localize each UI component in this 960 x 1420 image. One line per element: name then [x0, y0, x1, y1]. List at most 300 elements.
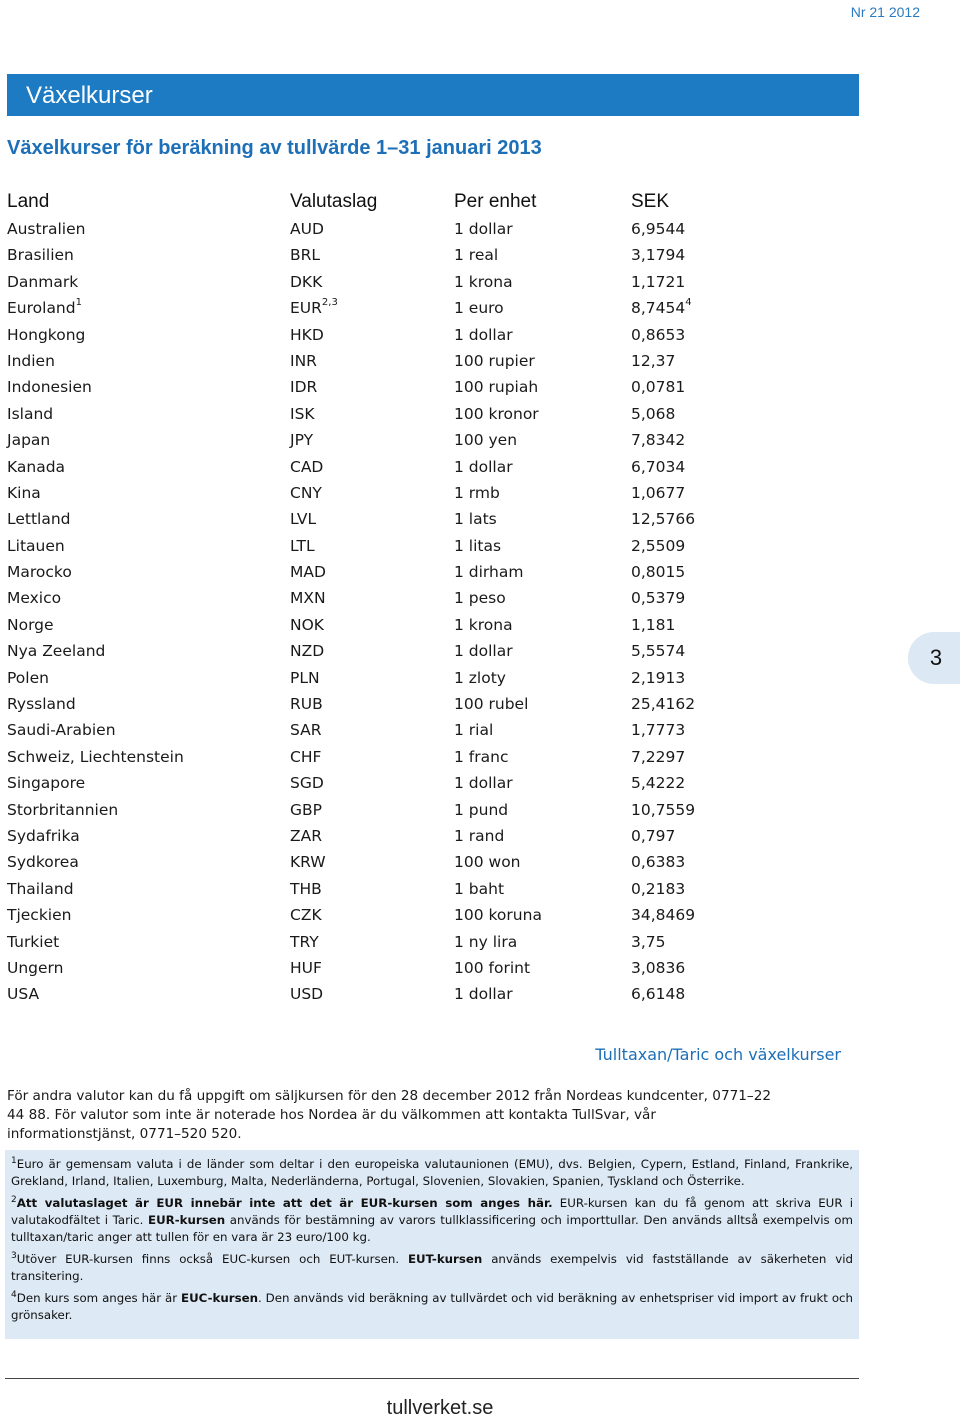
sek-rate-text: 5,5574 [631, 642, 686, 661]
cell-land [7, 510, 71, 528]
currency-code-text: GBP [290, 800, 322, 819]
cell-sek-rate [631, 959, 685, 977]
footnote-text: Den kurs som anges här är [16, 1291, 182, 1305]
cell-land [7, 695, 76, 713]
footnote-text: EUR-kursen [148, 1213, 226, 1227]
cell-currency-code [290, 273, 322, 291]
footnote-text: används exempelvis vid fastställande av säkerheten vid transitering. [11, 1252, 853, 1283]
page-subtitle: Växelkurser för beräkning av tullvärde 1–31 januari 2013 [7, 137, 542, 159]
table-row [7, 374, 707, 400]
table-row [7, 849, 707, 875]
cell-currency-code [290, 589, 326, 607]
cell-currency-code [290, 299, 338, 317]
cell-per-unit [454, 378, 538, 396]
cell-currency-code [290, 906, 322, 924]
footer-site: tullverket.se [386, 1397, 494, 1419]
per-unit-text: 1 dirham [454, 563, 524, 582]
cell-land [7, 246, 74, 264]
cell-land [7, 959, 63, 977]
cell-sek-rate [631, 906, 695, 924]
column-header-sek: SEK [631, 191, 670, 212]
currency-code-text: AUD [290, 220, 324, 238]
cell-per-unit [454, 748, 508, 766]
cell-land [7, 405, 53, 423]
cell-per-unit [454, 431, 517, 449]
per-unit-text: 1 dollar [454, 774, 513, 793]
cell-sek-rate [631, 669, 685, 687]
section-title: Växelkurser [26, 82, 153, 109]
land-text: Lettland [7, 510, 71, 529]
footnote-text: . Den används vid beräkning av tullvärdet och vid beräkning av enhetspriser vid import av frukt och grönsaker. [11, 1291, 853, 1322]
sek-rate-text: 25,4162 [631, 695, 696, 714]
sek-rate-text: 2,5509 [631, 536, 686, 555]
footnote [11, 1251, 853, 1285]
cell-per-unit [454, 985, 513, 1003]
cell-per-unit [454, 220, 513, 238]
footnotes-box [5, 1150, 859, 1339]
footnote-text: Att valutaslaget är EUR innebär inte att det är EUR-kursen som anges här. [16, 1196, 553, 1210]
per-unit-text: 1 krona [454, 615, 513, 634]
table-row [7, 585, 707, 611]
cell-sek-rate [631, 405, 675, 423]
cell-sek-rate [631, 299, 692, 317]
currency-code-text: RUB [290, 695, 323, 714]
cell-currency-code [290, 827, 322, 845]
cell-land [7, 273, 78, 291]
table-row [7, 216, 707, 242]
currency-code-text: NOK [290, 615, 324, 634]
cell-currency-code [290, 669, 320, 687]
land-text: Australien [7, 220, 86, 238]
cell-per-unit [454, 774, 513, 792]
footnote-marker: 4 [685, 297, 692, 309]
land-text: Euroland [7, 299, 76, 318]
land-text: Tjeckien [7, 906, 72, 925]
cell-per-unit [454, 642, 513, 660]
land-text: Indonesien [7, 378, 92, 397]
column-header-valutaslag: Valutaslag [290, 191, 378, 212]
currency-code-text: ZAR [290, 826, 322, 845]
table-row [7, 612, 707, 638]
per-unit-text: 100 forint [454, 958, 531, 977]
sek-rate-text: 3,1794 [631, 246, 686, 265]
sek-rate-text: 3,75 [631, 932, 666, 951]
per-unit-text: 1 peso [454, 589, 506, 608]
sek-rate-text: 1,7773 [631, 721, 686, 740]
land-text: Litauen [7, 536, 65, 555]
cell-land [7, 906, 71, 924]
cell-sek-rate [631, 748, 685, 766]
per-unit-text: 1 ny lira [454, 932, 518, 951]
cell-sek-rate [631, 220, 685, 238]
sek-rate-text: 1,181 [631, 615, 676, 634]
cell-sek-rate [631, 985, 685, 1003]
cell-currency-code [290, 220, 324, 238]
currency-code-text: SAR [290, 721, 322, 740]
currency-code-text: MAD [290, 563, 326, 582]
cell-currency-code [290, 458, 323, 476]
cell-per-unit [454, 616, 513, 634]
land-text: Turkiet [7, 932, 60, 951]
sek-rate-text: 5,4222 [631, 774, 686, 793]
cell-per-unit [454, 669, 506, 687]
per-unit-text: 1 euro [454, 299, 504, 318]
footnote-number: 3 [11, 1251, 17, 1261]
per-unit-text: 100 koruna [454, 906, 542, 925]
cell-land [7, 220, 85, 238]
per-unit-text: 1 krona [454, 272, 513, 291]
page-number: 3 [929, 645, 943, 670]
cell-per-unit [454, 933, 517, 951]
currency-code-text: IDR [290, 378, 318, 397]
cell-per-unit [454, 589, 506, 607]
land-text: USA [7, 985, 40, 1004]
cell-currency-code [290, 431, 313, 449]
cell-per-unit [454, 299, 504, 317]
cell-currency-code [290, 985, 323, 1003]
per-unit-text: 100 kronor [454, 404, 539, 423]
footnote-text: EUC-kursen [181, 1291, 258, 1305]
land-text: Kanada [7, 457, 66, 476]
cell-land [7, 853, 79, 871]
cell-land [7, 484, 41, 502]
land-text: Storbritannien [7, 800, 119, 819]
sek-rate-text: 0,797 [631, 826, 676, 845]
currency-code-text: CHF [290, 747, 322, 766]
currency-code-text: USD [290, 985, 324, 1004]
cell-per-unit [454, 246, 498, 264]
table-row [7, 929, 707, 955]
exchange-rate-table [7, 188, 707, 1008]
table-row [7, 691, 707, 717]
sek-rate-text: 2,1913 [631, 668, 686, 687]
sek-rate-text: 10,7559 [631, 800, 696, 819]
per-unit-text: 1 lats [454, 510, 497, 529]
currency-code-text: MXN [290, 589, 326, 608]
table-row [7, 559, 707, 585]
cell-per-unit [454, 801, 508, 819]
cell-per-unit [454, 827, 504, 845]
cell-land [7, 774, 85, 792]
cell-currency-code [290, 352, 317, 370]
cell-land [7, 642, 105, 660]
sek-rate-text: 1,1721 [631, 272, 686, 291]
cell-land [7, 748, 184, 766]
cell-currency-code [290, 933, 319, 951]
cell-per-unit [454, 537, 501, 555]
cell-currency-code [290, 616, 324, 634]
footnote-number: 2 [11, 1195, 17, 1205]
cell-sek-rate [631, 801, 695, 819]
cell-currency-code [290, 510, 316, 528]
cell-land [7, 537, 65, 555]
sek-rate-text: 3,0836 [631, 958, 686, 977]
cell-per-unit [454, 352, 535, 370]
cell-currency-code [290, 959, 322, 977]
per-unit-text: 100 rupier [454, 351, 535, 370]
table-row [7, 902, 707, 928]
cell-currency-code [290, 748, 321, 766]
land-text: Danmark [7, 272, 79, 291]
cell-per-unit [454, 563, 523, 581]
cell-currency-code [290, 801, 322, 819]
land-text: Polen [7, 668, 49, 687]
cell-land [7, 589, 61, 607]
per-unit-text: 100 yen [454, 431, 518, 450]
currency-code-text: INR [290, 351, 317, 370]
cell-per-unit [454, 695, 528, 713]
sek-rate-text: 0,6383 [631, 853, 686, 872]
cell-sek-rate [631, 589, 685, 607]
land-text: Norge [7, 615, 54, 634]
per-unit-text: 1 litas [454, 536, 502, 555]
footnote-text: Euro är gemensam valuta i de länder som deltar i den europeiska valutaunionen (EMU), dvs. Belgien, Cypern, Estland, Finland, Frankrike, Grekland, Irland, Italien, Luxemburg, Malta, Nederländerna, Portugal, Slovenien, Slovakien, Spanien, Tyskland och Österrike. [11, 1157, 853, 1188]
footnote-marker: 2,3 [321, 297, 338, 309]
cell-currency-code [290, 880, 322, 898]
section-banner [7, 74, 859, 116]
table-row [7, 744, 707, 770]
sek-rate-text: 12,5766 [631, 510, 696, 529]
table-row [7, 770, 707, 796]
cell-sek-rate [631, 378, 685, 396]
per-unit-text: 1 real [454, 246, 499, 265]
land-text: Kina [7, 483, 41, 502]
table-row [7, 665, 707, 691]
sek-rate-text: 0,2183 [631, 879, 686, 898]
cell-currency-code [290, 563, 326, 581]
land-text: Thailand [7, 879, 74, 898]
currency-code-text: SGD [290, 774, 324, 793]
cell-land [7, 801, 118, 819]
cell-per-unit [454, 959, 530, 977]
cell-land [7, 378, 92, 396]
cell-land [7, 326, 85, 344]
per-unit-text: 1 pund [454, 800, 509, 819]
footer-divider [5, 1378, 859, 1379]
land-text: Marocko [7, 563, 72, 582]
footnote [11, 1195, 853, 1246]
sek-rate-text: 0,5379 [631, 589, 686, 608]
currency-code-text: HUF [290, 958, 322, 977]
cell-sek-rate [631, 827, 675, 845]
land-text: Schweiz, Liechtenstein [7, 747, 184, 766]
currency-code-text: BRL [290, 246, 321, 265]
land-text: Indien [7, 351, 55, 370]
cell-per-unit [454, 853, 521, 871]
table-row [7, 797, 707, 823]
cell-sek-rate [631, 326, 685, 344]
page-number-tab [908, 632, 960, 684]
per-unit-text: 1 rial [454, 721, 494, 740]
sek-rate-text: 5,068 [631, 404, 676, 423]
cell-sek-rate [631, 246, 685, 264]
table-row [7, 876, 707, 902]
footnote-text: EUR-kursen kan du få genom att skriva EUR i valutakodfältet i Taric. [11, 1196, 853, 1227]
sek-rate-text: 0,0781 [631, 378, 686, 397]
cell-sek-rate [631, 774, 685, 792]
land-text: Mexico [7, 589, 62, 608]
cell-land [7, 352, 55, 370]
cell-currency-code [290, 484, 322, 502]
currency-code-text: HKD [290, 325, 324, 344]
per-unit-text: 100 rupiah [454, 378, 539, 397]
tulltaxan-link[interactable]: Tulltaxan/Taric och växelkurser [595, 1045, 841, 1064]
land-text: Sydafrika [7, 826, 80, 845]
per-unit-text: 1 baht [454, 879, 505, 898]
cell-per-unit [454, 458, 513, 476]
table-row [7, 269, 707, 295]
cell-per-unit [454, 484, 500, 502]
currency-code-text: EUR [290, 299, 322, 318]
per-unit-text: 100 won [454, 853, 521, 872]
currency-code-text: NZD [290, 642, 325, 661]
sek-rate-text: 7,2297 [631, 747, 686, 766]
currency-code-text: CNY [290, 483, 322, 502]
footnote-marker: 1 [75, 297, 82, 309]
table-row [7, 322, 707, 348]
cell-sek-rate [631, 563, 685, 581]
currency-code-text: LTL [290, 536, 315, 555]
cell-currency-code [290, 537, 315, 555]
cell-land [7, 933, 59, 951]
cell-currency-code [290, 246, 320, 264]
footnote [11, 1290, 853, 1324]
cell-sek-rate [631, 352, 675, 370]
table-row [7, 506, 707, 532]
footnote-text: Utöver EUR-kursen finns också EUC-kursen och EUT-kursen. [16, 1252, 408, 1266]
cell-per-unit [454, 906, 542, 924]
sek-rate-text: 7,8342 [631, 431, 686, 450]
per-unit-text: 1 zloty [454, 668, 506, 687]
cell-land [7, 721, 116, 739]
per-unit-text: 1 rmb [454, 483, 500, 502]
cell-land [7, 563, 72, 581]
table-body [7, 216, 707, 1008]
per-unit-text: 1 dollar [454, 457, 513, 476]
currency-code-text: JPY [290, 431, 314, 450]
cell-land [7, 616, 54, 634]
other-currencies-note: För andra valutor kan du få uppgift om säljkursen för den 28 december 2012 från Nordeas kundcenter, 0771–22 44 88. För valutor som inte är noterade hos Nordea är du välkommen att kontakta TullSvar, vår informationstjänst, 0771–520 520. [7, 1088, 771, 1142]
cell-sek-rate [631, 510, 695, 528]
currency-code-text: CAD [290, 457, 324, 476]
cell-per-unit [454, 405, 539, 423]
table-row [7, 955, 707, 981]
cell-currency-code [290, 695, 323, 713]
cell-per-unit [454, 510, 497, 528]
currency-code-text: TRY [290, 932, 319, 951]
table-row [7, 454, 707, 480]
cell-currency-code [290, 721, 322, 739]
cell-sek-rate [631, 880, 685, 898]
cell-per-unit [454, 880, 504, 898]
cell-land [7, 431, 50, 449]
cell-currency-code [290, 405, 315, 423]
cell-land [7, 985, 39, 1003]
cell-currency-code [290, 853, 326, 871]
land-text: Japan [7, 431, 51, 450]
column-header-land: Land [7, 191, 50, 212]
per-unit-text: 1 franc [454, 747, 509, 766]
table-row [7, 295, 707, 321]
cell-per-unit [454, 326, 513, 344]
footnote-number: 4 [11, 1290, 17, 1300]
per-unit-text: 1 dollar [454, 220, 513, 238]
table-row [7, 638, 707, 664]
cell-currency-code [290, 642, 324, 660]
currency-code-text: KRW [290, 853, 326, 872]
table-row [7, 427, 707, 453]
table-header [7, 188, 707, 216]
per-unit-text: 1 rand [454, 826, 505, 845]
sek-rate-text: 1,0677 [631, 483, 686, 502]
land-text: Nya Zeeland [7, 642, 106, 661]
table-row [7, 348, 707, 374]
footnote-text: används för bestämning av varors tullklassificering och importtullar. Den används alltså exempelvis om tulltaxan/taric anger att tullen för en vara är 23 euro/100 kg. [11, 1213, 853, 1244]
footnote-number: 1 [11, 1156, 17, 1166]
land-text: Singapore [7, 774, 86, 793]
per-unit-text: 1 dollar [454, 642, 513, 661]
cell-land [7, 827, 80, 845]
cell-land [7, 458, 65, 476]
currency-code-text: CZK [290, 906, 322, 925]
table-row [7, 981, 707, 1007]
cell-sek-rate [631, 616, 675, 634]
cell-per-unit [454, 721, 493, 739]
cell-currency-code [290, 326, 324, 344]
cell-sek-rate [631, 431, 685, 449]
sek-rate-text: 6,9544 [631, 220, 686, 238]
currency-code-text: ISK [290, 404, 315, 423]
per-unit-text: 1 dollar [454, 985, 513, 1004]
table-row [7, 242, 707, 268]
currency-code-text: THB [290, 879, 322, 898]
footnote [11, 1156, 853, 1190]
land-text: Sydkorea [7, 853, 79, 872]
land-text: Island [7, 404, 54, 423]
cell-sek-rate [631, 721, 685, 739]
cell-sek-rate [631, 484, 685, 502]
cell-sek-rate [631, 695, 695, 713]
cell-sek-rate [631, 642, 685, 660]
cell-land [7, 669, 49, 687]
cell-sek-rate [631, 933, 666, 951]
cell-sek-rate [631, 273, 685, 291]
cell-currency-code [290, 774, 324, 792]
land-text: Ungern [7, 958, 64, 977]
per-unit-text: 1 dollar [454, 325, 513, 344]
cell-per-unit [454, 273, 513, 291]
sek-rate-text: 8,7454 [631, 299, 686, 318]
sek-rate-text: 0,8653 [631, 325, 686, 344]
sek-rate-text: 6,6148 [631, 985, 686, 1004]
table-row [7, 823, 707, 849]
sek-rate-text: 0,8015 [631, 563, 686, 582]
table-row [7, 533, 707, 559]
currency-code-text: LVL [290, 510, 317, 529]
sek-rate-text: 12,37 [631, 351, 676, 370]
cell-land [7, 299, 82, 317]
currency-code-text: PLN [290, 668, 320, 687]
table-row [7, 717, 707, 743]
column-header-per-enhet: Per enhet [454, 191, 537, 212]
cell-sek-rate [631, 537, 685, 555]
cell-sek-rate [631, 853, 685, 871]
issue-number: Nr 21 2012 [850, 4, 920, 20]
currency-code-text: DKK [290, 272, 323, 291]
cell-currency-code [290, 378, 317, 396]
land-text: Ryssland [7, 695, 76, 714]
table-row [7, 401, 707, 427]
